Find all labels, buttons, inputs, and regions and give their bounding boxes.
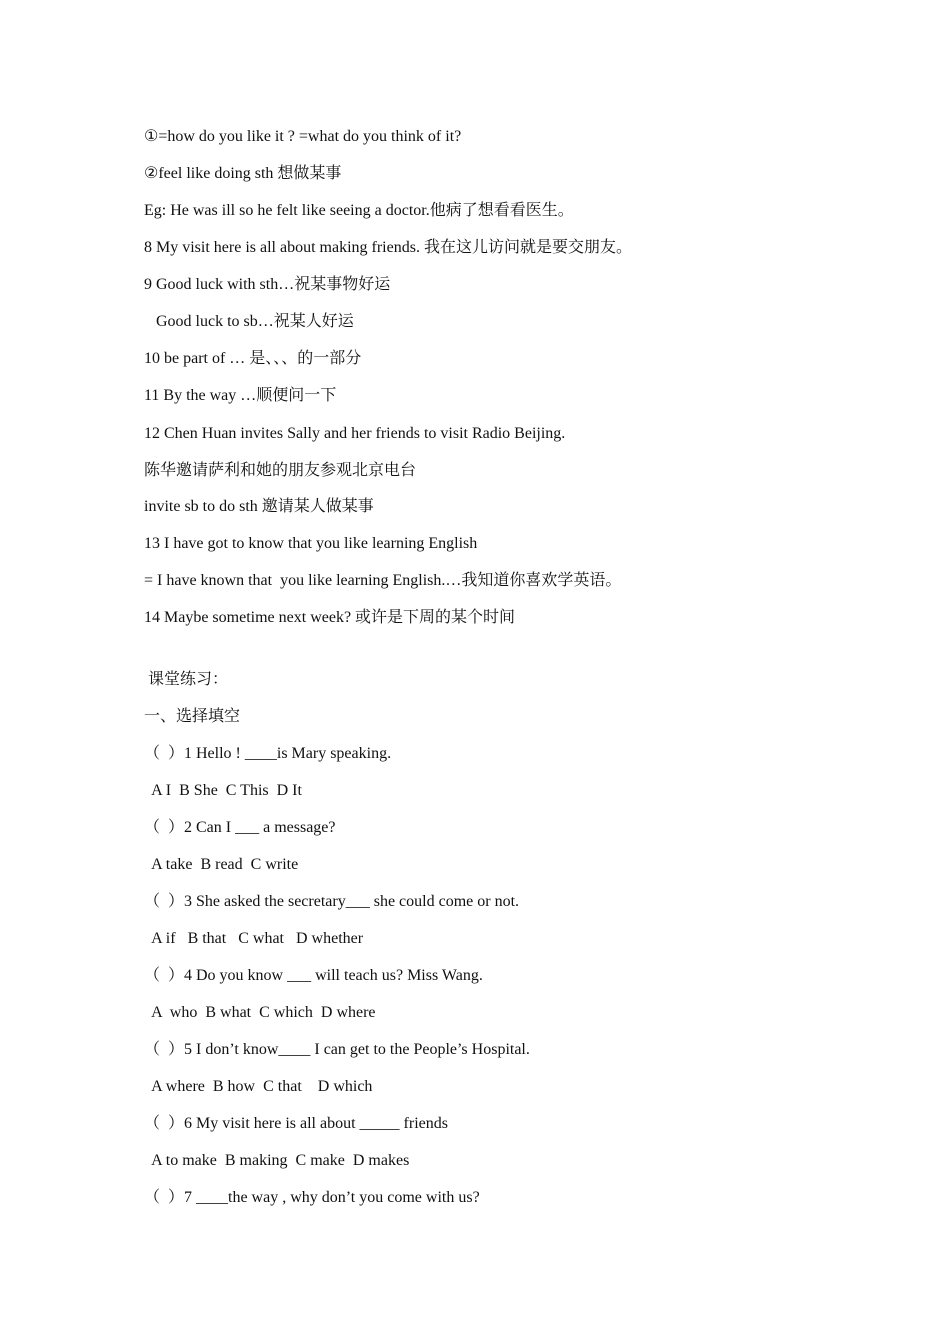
note-line-14: 14 Maybe sometime next week? 或许是下周的某个时间 [144, 609, 516, 626]
options-3: A if B that C what D whether [144, 930, 364, 947]
note-line-8: 11 By the way …顺便问一下 [144, 387, 337, 404]
note-line-4: 8 My visit here is all about making friends. 我在这儿访问就是要交朋友。 [144, 239, 632, 256]
question-1: （ ）1 Hello ! ____is Mary speaking. [144, 745, 392, 762]
note-line-12: 13 I have got to know that you like learning English [144, 535, 478, 552]
question-5: （ ）5 I don’t know____ I can get to the People’s Hospital. [144, 1041, 530, 1058]
options-6: A to make B making C make D makes [144, 1152, 410, 1169]
note-line-7: 10 be part of … 是、、、的一部分 [144, 350, 362, 367]
note-line-2: ②feel like doing sth 想做某事 [144, 165, 342, 182]
question-6: （ ）6 My visit here is all about _____ friends [144, 1115, 448, 1132]
note-line-13: = I have known that you like learning English.…我知道你喜欢学英语。 [144, 572, 622, 589]
note-line-1: ①=how do you like it ? =what do you think of it? [144, 128, 462, 145]
note-line-5: 9 Good luck with sth…祝某事物好运 [144, 276, 391, 293]
note-line-11: invite sb to do sth 邀请某人做某事 [144, 498, 374, 515]
question-4: （ ）4 Do you know ___ will teach us? Miss Wang. [144, 967, 483, 984]
question-7: （ ）7 ____the way , why don’t you come with us? [144, 1189, 480, 1206]
section-title: 一、选择填空 [144, 708, 241, 725]
question-2: （ ）2 Can I ___ a message? [144, 819, 336, 836]
options-1: A I B She C This D It [144, 782, 302, 799]
question-3: （ ）3 She asked the secretary___ she could come or not. [144, 893, 520, 910]
note-line-9: 12 Chen Huan invites Sally and her friends to visit Radio Beijing. [144, 425, 566, 442]
options-2: A take B read C write [144, 856, 299, 873]
note-line-10: 陈华邀请萨利和她的朋友参观北京电台 [144, 462, 417, 479]
note-line-6: Good luck to sb…祝某人好运 [144, 313, 354, 330]
exercise-heading: 课堂练习： [144, 671, 229, 688]
options-4: A who B what C which D where [144, 1004, 376, 1021]
options-5: A where B how C that D which [144, 1078, 373, 1095]
note-line-3: Eg: He was ill so he felt like seeing a doctor.他病了想看看医生。 [144, 202, 574, 219]
